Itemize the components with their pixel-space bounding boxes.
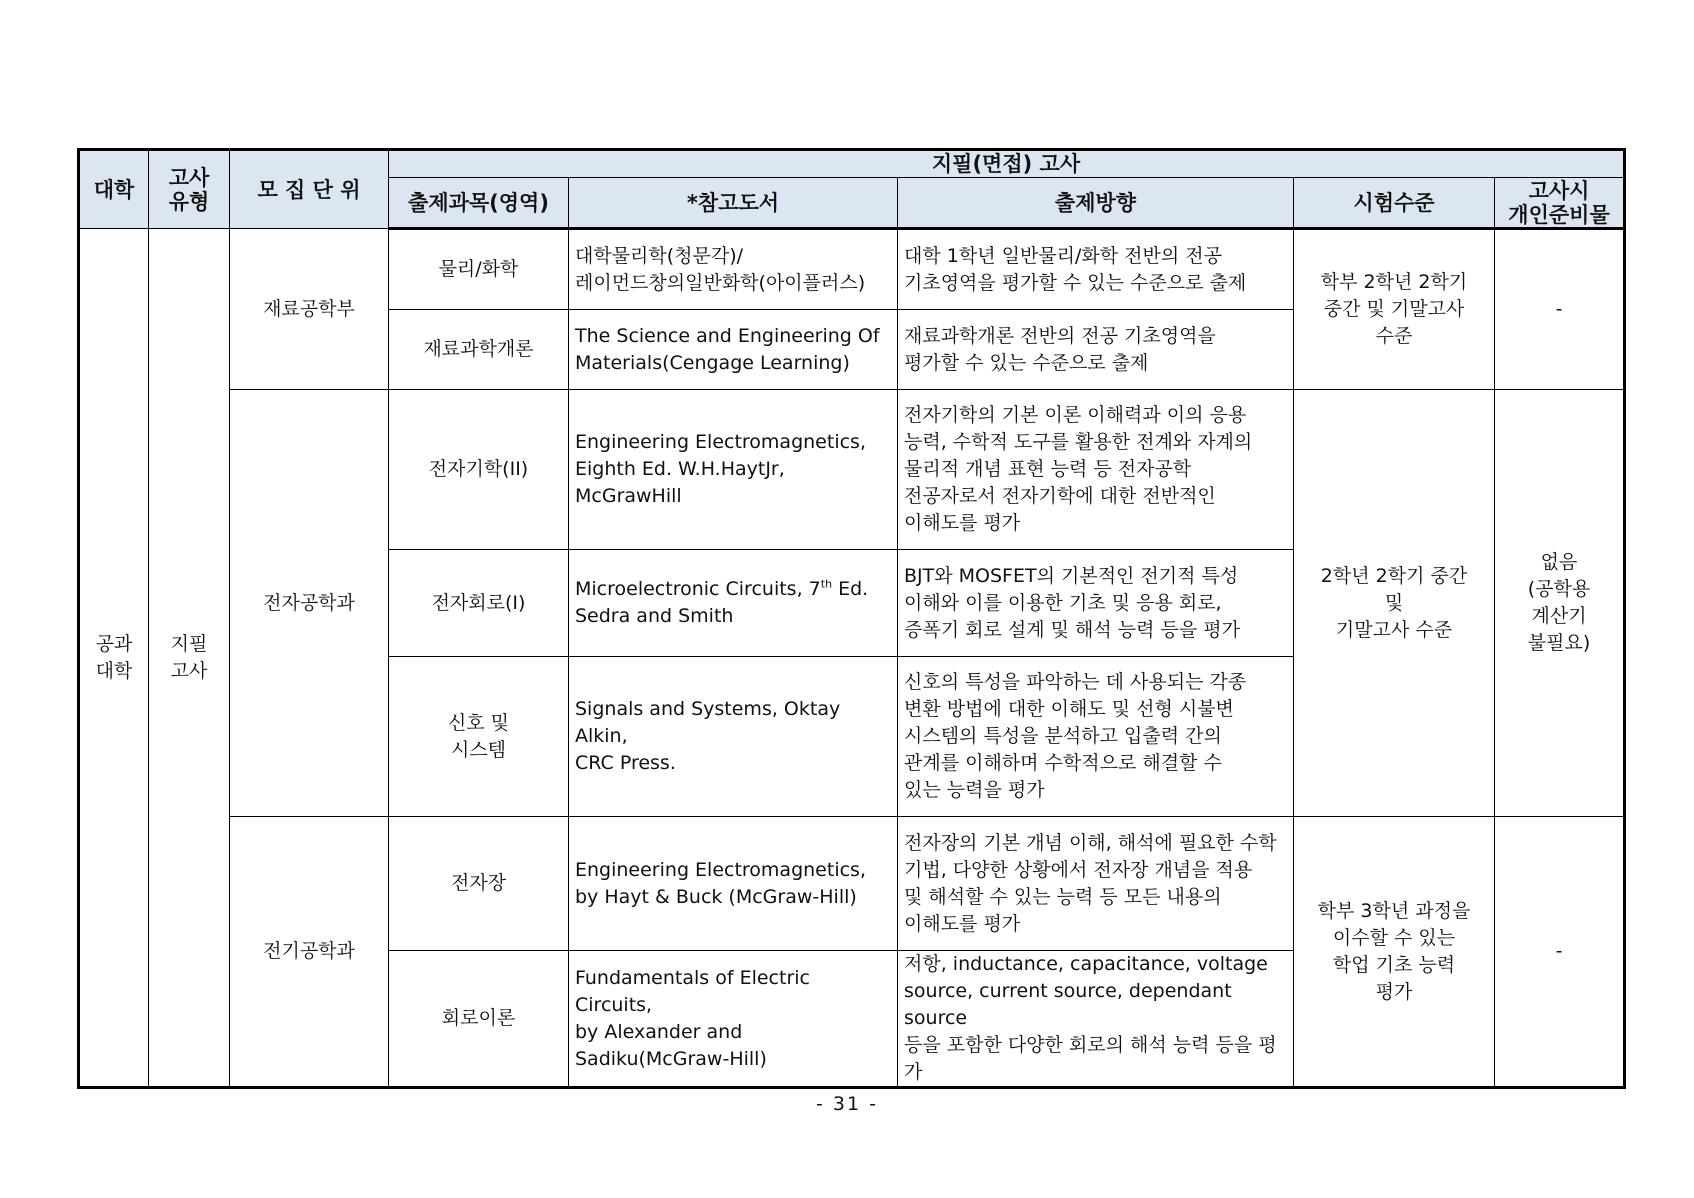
department-cell: 전자공학과: [230, 390, 389, 817]
level-cell: 2학년 2학기 중간 및 기말고사 수준: [1294, 390, 1495, 817]
university-cell: 공과 대학: [79, 229, 149, 1088]
direction-cell: 대학 1학년 일반물리/화학 전반의 전공 기초영역을 평가할 수 있는 수준으로 출제: [898, 229, 1294, 310]
direction-cell: 재료과학개론 전반의 전공 기초영역을 평가할 수 있는 수준으로 출제: [898, 310, 1294, 390]
table-row: [79, 390, 1625, 550]
reference-cell: 대학물리학(청문각)/ 레이먼드창의일반화학(아이플러스): [569, 229, 898, 310]
materials-cell: -: [1495, 817, 1625, 1088]
header-recruit-unit: 모 집 단 위: [230, 150, 389, 229]
table-row: [79, 229, 1625, 310]
header-materials: 고사시 개인준비물: [1495, 178, 1625, 229]
superscript-th: th: [820, 577, 833, 591]
subject-cell: 신호 및 시스템: [389, 657, 569, 817]
subject-cell: 회로이론: [389, 951, 569, 1088]
direction-cell: 전자장의 기본 개념 이해, 해석에 필요한 수학 기법, 다양한 상황에서 전자장 개념을 적용 및 해석할 수 있는 능력 등 모든 내용의 이해도를 평가: [898, 817, 1294, 951]
subject-cell: 물리/화학: [389, 229, 569, 310]
header-subject: 출제과목(영역): [389, 178, 569, 229]
direction-cell: 저항, inductance, capacitance, voltage source, current source, dependant source 등을 포함한 다양한 회로의 해석 능력 등을 평가: [898, 951, 1294, 1088]
page-number: - 31 -: [816, 1093, 878, 1115]
header-exam-type: 고사 유형: [149, 150, 230, 229]
reference-cell: Signals and Systems, Oktay Alkin, CRC Press.: [569, 657, 898, 817]
header-level: 시험수준: [1294, 178, 1495, 229]
header-group-title: 지필(면접) 고사: [389, 150, 1625, 178]
materials-cell: 없음 (공학용 계산기 불필요): [1495, 390, 1625, 817]
reference-cell: The Science and Engineering Of Materials(Cengage Learning): [569, 310, 898, 390]
header-direction: 출제방향: [898, 178, 1294, 229]
subject-cell: 전자기학(II): [389, 390, 569, 550]
reference-cell: Engineering Electromagnetics, by Hayt & Buck (McGraw-Hill): [569, 817, 898, 951]
exam-info-table: [77, 148, 1626, 1089]
reference-cell: Microelectronic Circuits, 7th Ed. Sedra and Smith: [569, 550, 898, 657]
subject-cell: 전자장: [389, 817, 569, 951]
table-row: [79, 817, 1625, 951]
level-cell: 학부 2학년 2학기 중간 및 기말고사 수준: [1294, 229, 1495, 390]
subject-cell: 재료과학개론: [389, 310, 569, 390]
subject-cell: 전자회로(I): [389, 550, 569, 657]
level-cell: 학부 3학년 과정을 이수할 수 있는 학업 기초 능력 평가: [1294, 817, 1495, 1088]
direction-cell: 전자기학의 기본 이론 이해력과 이의 응용 능력, 수학적 도구를 활용한 전계와 자계의 물리적 개념 표현 능력 등 전자공학 전공자로서 전자기학에 대한 전반적인 이해도를 평가: [898, 390, 1294, 550]
reference-cell: Engineering Electromagnetics, Eighth Ed. W.H.HaytJr, McGrawHill: [569, 390, 898, 550]
header-university: 대학: [79, 150, 149, 229]
direction-cell: BJT와 MOSFET의 기본적인 전기적 특성 이해와 이를 이용한 기초 및 응용 회로, 증폭기 회로 설계 및 해석 능력 등을 평가: [898, 550, 1294, 657]
header-reference: *참고도서: [569, 178, 898, 229]
department-cell: 전기공학과: [230, 817, 389, 1088]
department-cell: 재료공학부: [230, 229, 389, 390]
exam-type-cell: 지필 고사: [149, 229, 230, 1088]
materials-cell: -: [1495, 229, 1625, 390]
direction-cell: 신호의 특성을 파악하는 데 사용되는 각종 변환 방법에 대한 이해도 및 선형 시불변 시스템의 특성을 분석하고 입출력 간의 관계를 이해하며 수학적으로 해결할 수 있는 능력을 평가: [898, 657, 1294, 817]
reference-cell: Fundamentals of Electric Circuits, by Alexander and Sadiku(McGraw-Hill): [569, 951, 898, 1088]
